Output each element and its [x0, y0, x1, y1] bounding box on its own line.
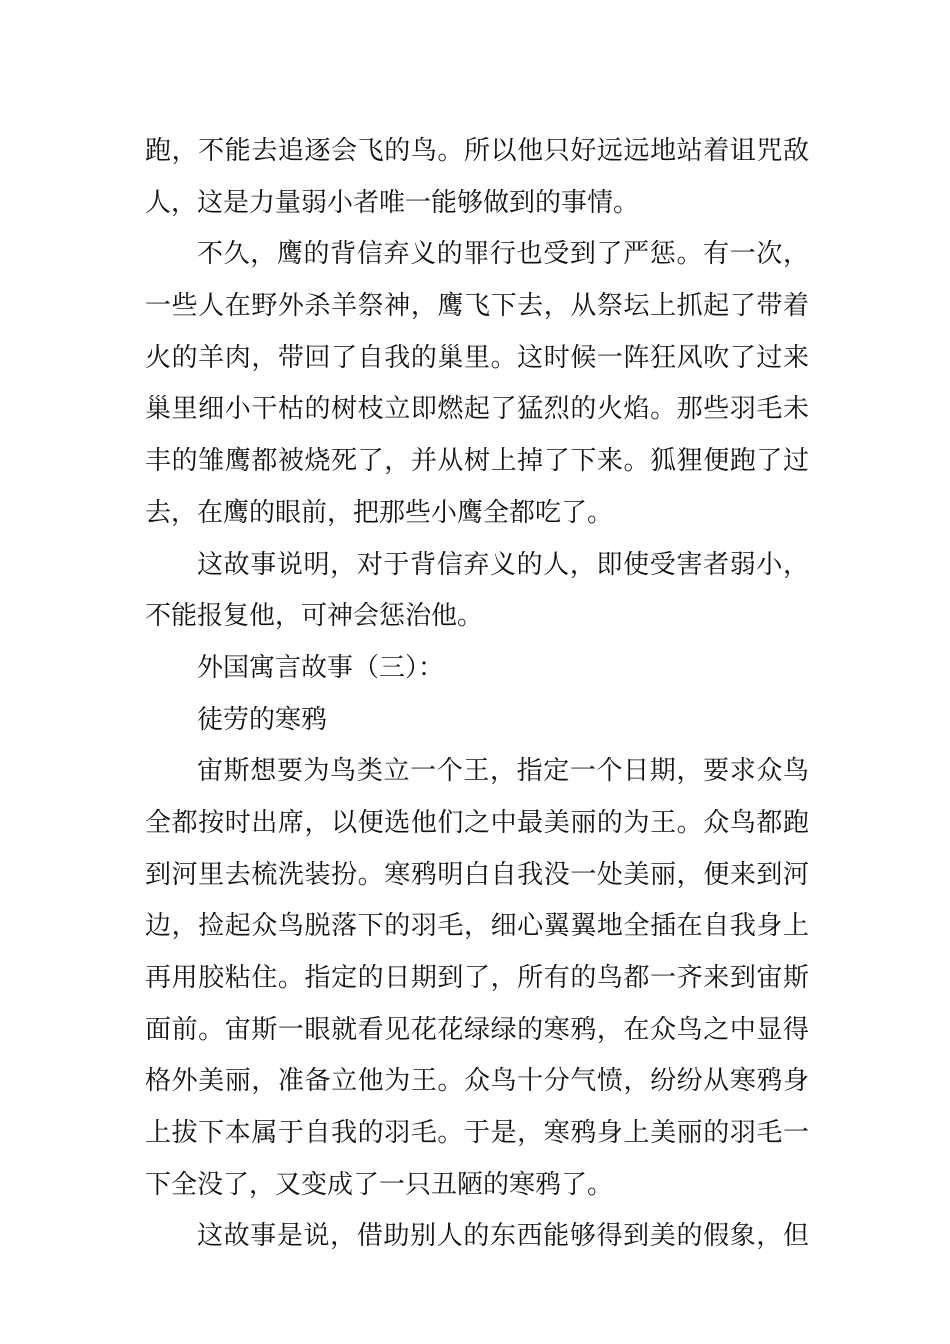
- text-line: 这故事说明，对于背信弃义的人，即使受害者弱小，: [197, 549, 809, 580]
- text-line: 跑，不能去追逐会飞的鸟。所以他只好远远地站着诅咒敌: [145, 136, 809, 166]
- text-line: 到河里去梳洗装扮。寒鸦明白自我没一处美丽，便来到河: [145, 859, 809, 890]
- text-line: 再用胶粘住。指定的日期到了，所有的鸟都一齐来到宙斯: [145, 963, 809, 993]
- text-line: 上拔下本属于自我的羽毛。于是，寒鸦身上美丽的羽毛一: [145, 1118, 809, 1149]
- text-line: 去，在鹰的眼前，把那些小鹰全都吃了。: [145, 497, 614, 528]
- text-line: 格外美丽，准备立他为王。众鸟十分气愤，纷纷从寒鸦身: [145, 1066, 809, 1097]
- text-line: 不久，鹰的背信弃义的罪行也受到了严惩。有一次，: [197, 239, 809, 270]
- text-line: 面前。宙斯一眼就看见花花绿绿的寒鸦，在众鸟之中显得: [145, 1014, 809, 1045]
- text-line: 巢里细小干枯的树枝立即燃起了猛烈的火焰。那些羽毛未: [145, 394, 809, 425]
- text-line: 火的羊肉，带回了自我的巢里。这时候一阵狂风吹了过来: [145, 342, 809, 373]
- section-heading: 外国寓言故事（三）：: [197, 652, 445, 683]
- text-line: 丰的雏鹰都被烧死了，并从树上掉了下来。狐狸便跑了过: [145, 446, 809, 477]
- text-line: 不能报复他，可神会惩治他。: [145, 601, 484, 632]
- text-line: 宙斯想要为鸟类立一个王，指定一个日期，要求众鸟: [197, 756, 809, 787]
- document-body: [145, 126, 809, 1263]
- story-title: 徒劳的寒鸦: [197, 704, 328, 735]
- text-line: 全都按时出席，以便选他们之中最美丽的为王。众鸟都跑: [145, 807, 809, 838]
- text-line: 边，捡起众鸟脱落下的羽毛，细心翼翼地全插在自我身上: [145, 911, 809, 942]
- text-line: 人，这是力量弱小者唯一能够做到的事情。: [145, 187, 640, 218]
- text-line: 一些人在野外杀羊祭神，鹰飞下去，从祭坛上抓起了带着: [145, 291, 809, 322]
- text-line: 下全没了，又变成了一只丑陋的寒鸦了。: [145, 1169, 614, 1200]
- text-line: 这故事是说，借助别人的东西能够得到美的假象，但: [197, 1221, 809, 1252]
